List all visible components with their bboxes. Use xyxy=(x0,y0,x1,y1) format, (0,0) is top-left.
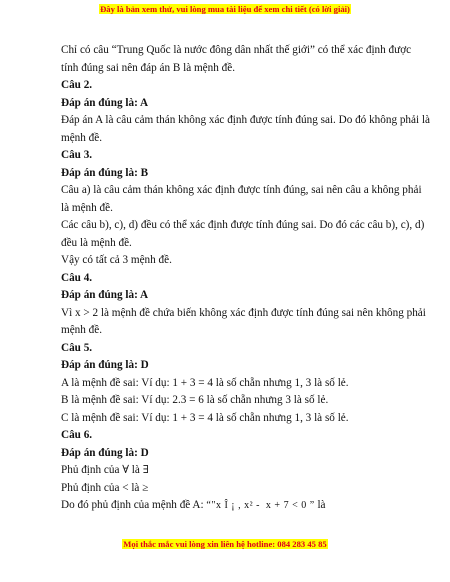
text-fragment: Do đó phủ định của mệnh đề A: xyxy=(61,499,207,511)
text-line: C là mệnh đề sai: Ví dụ: 1 + 3 = 4 là số chẵn nhưng 1, 3 là số lẻ. xyxy=(61,411,349,424)
preview-banner xyxy=(0,4,450,14)
hotline-banner xyxy=(0,539,450,549)
text-line: Vậy có tất cả 3 mệnh đề. xyxy=(61,254,172,266)
preview-banner-text: Đây là bản xem thử, vui lòng mua tài liệu để xem chi tiết (có lời giải) xyxy=(100,4,350,14)
text-line: B là mệnh đề sai: Ví dụ: 2.3 = 6 là số chẵn nhưng 3 là số lẻ. xyxy=(61,394,329,406)
heading-line: Câu 4. xyxy=(61,271,93,284)
text-line-with-formula xyxy=(61,497,411,515)
heading-line: Đáp án đúng là: D xyxy=(61,359,149,371)
text-fragment: là xyxy=(314,499,326,511)
heading-line: Câu 3. xyxy=(61,149,93,161)
text-line: Câu a) là câu cảm thán không xác định được tính đúng, sai nên câu a không phải xyxy=(61,184,422,196)
heading-line: Câu 6. xyxy=(61,429,93,441)
text-line: Phủ định của ∀ là ∃ xyxy=(61,464,149,476)
text-line: đều là mệnh đề. xyxy=(61,236,132,249)
text-line: tính đúng sai nên đáp án B là mệnh đề. xyxy=(61,61,235,74)
hotline-banner-text: Mọi thắc mắc vui lòng xin liên hệ hotline: 084 283 45 85 xyxy=(123,539,327,549)
heading-line: Đáp án đúng là: D xyxy=(61,446,149,459)
text-line: Vì x > 2 là mệnh đề chứa biến không xác định được tính đúng sai nên không phải xyxy=(61,306,426,319)
text-line: là mệnh đề. xyxy=(61,201,113,214)
text-line: A là mệnh đề sai: Ví dụ: 1 + 3 = 4 là số chẵn nhưng 1, 3 là số lẻ. xyxy=(61,376,349,389)
text-line: Đáp án A là câu cảm thán không xác định được tính đúng sai. Do đó không phải là xyxy=(61,114,430,126)
formula-fragment: “"x Î ¡ , x² - x + 7 < 0 ” xyxy=(206,500,315,511)
heading-line: Câu 2. xyxy=(61,79,93,91)
text-line: Phủ định của < là ≥ xyxy=(61,481,149,494)
text-line: Các câu b), c), d) đều có thể xác định được tính đúng sai. Do đó các câu b), c), d) xyxy=(61,219,425,231)
document-body xyxy=(61,42,430,515)
heading-line: Đáp án đúng là: A xyxy=(61,289,149,301)
heading-line: Đáp án đúng là: A xyxy=(61,96,149,109)
text-line: mệnh đề. xyxy=(61,324,103,336)
heading-line: Đáp án đúng là: B xyxy=(61,166,149,179)
text-line: Chỉ có câu “Trung Quốc là nước đông dân nhất thế giới” có thể xác định được xyxy=(61,44,412,56)
heading-line: Câu 5. xyxy=(61,341,93,354)
text-line: mệnh đề. xyxy=(61,131,103,144)
